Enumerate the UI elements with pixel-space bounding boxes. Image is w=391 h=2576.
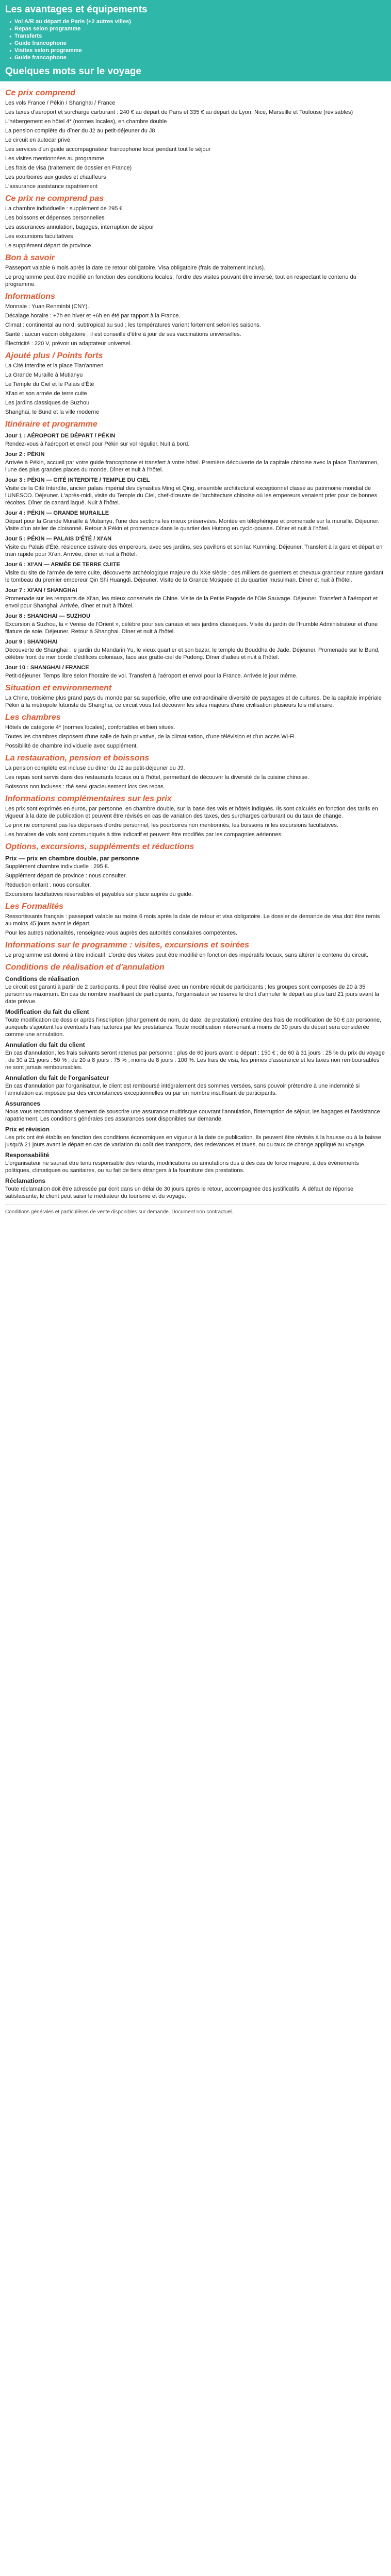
paragraph: La pension complète est incluse du dîner du J2 au petit-déjeuner du J9.	[5, 765, 185, 771]
hero-banner	[0, 0, 391, 81]
itinerary-day-label: Jour 8 : SHANGHAI — SUZHOU	[5, 613, 91, 619]
paragraph: Électricité : 220 V, prévoir un adaptateur universel.	[5, 341, 132, 347]
itinerary-day-text: Découverte de Shanghai : le jardin du Mandarin Yu, le vieux quartier et son bazar, le temple du Bouddha de Jade. Déjeuner. Promenade sur le Bund, célèbre front de mer bordé d'édifices coloniaux, face aux gratte-ciel de Pudong. Dîner d'adieu et nuit à l'hôtel.	[5, 647, 380, 660]
section-heading: Les chambres	[5, 713, 61, 722]
paragraph: Le prix ne comprend pas les dépenses d'ordre personnel, les pourboires non mentionnés, les boissons ni les excursions facultatives.	[5, 822, 338, 828]
paragraph: Les jardins classiques de Suzhou	[5, 400, 90, 406]
paragraph: Le supplément départ de province	[5, 243, 91, 249]
paragraph: Xi'an et son armée de terre cuite	[5, 391, 87, 397]
section-heading: Ce prix ne comprend pas	[5, 194, 104, 203]
itinerary-day-text: Visite du site de l'armée de terre cuite, découverte archéologique majeure du XXe siècle : des milliers de guerriers et chevaux grandeur nature gardant le tombeau du premier empereur Qin Shi Huangdi. Déjeuner. Visite de la Grande Mosquée et du quartier musulman. Dîner et nuit à l'hôtel.	[5, 570, 384, 583]
paragraph: Décalage horaire : +7h en hiver et +6h en été par rapport à la France.	[5, 313, 181, 319]
paragraph: La pension complète du dîner du J2 au petit-déjeuner du J8	[5, 128, 155, 134]
paragraph: Santé : aucun vaccin obligatoire ; il est conseillé d'être à jour de ses vaccinations universelles.	[5, 331, 241, 337]
footer-note: Conditions générales et particulières de vente disponibles sur demande. Document non contractuel.	[5, 1209, 233, 1215]
paragraph: L'hébergement en hôtel 4* (normes locales), en chambre double	[5, 118, 167, 125]
section-heading: Ajouté plus / Points forts	[5, 351, 103, 360]
paragraph: Le Temple du Ciel et le Palais d'Été	[5, 381, 94, 387]
section-heading: Informations	[5, 292, 55, 301]
paragraph: Les assurances annulation, bagages, interruption de séjour	[5, 224, 154, 230]
itinerary-day-label: Jour 2 : PÉKIN	[5, 451, 45, 457]
section-heading: Ce prix comprend	[5, 89, 76, 97]
itinerary-day-label: Jour 9 : SHANGHAI	[5, 639, 58, 645]
conditions-heading: Annulation du fait de l'organisateur	[5, 1074, 109, 1081]
itinerary-day-label: Jour 5 : PÉKIN — PALAIS D'ÉTÉ / XI'AN	[5, 536, 112, 542]
conditions-heading: Prix et révision	[5, 1126, 50, 1133]
conditions-text: En cas d'annulation par l'organisateur, le client est remboursé intégralement des sommes versées, sans pouvoir prétendre à une indemnité si l'annulation est imposée par des circonstances exceptionnelles ou par un nombre insuffisant de participants.	[5, 1083, 360, 1096]
itinerary-day-text: Rendez-vous à l'aéroport et envol pour Pékin sur vol régulier. Nuit à bord.	[5, 441, 190, 447]
paragraph: Les frais de visa (traitement de dossier en France)	[5, 165, 132, 171]
itinerary-day-text: Visite de la Cité Interdite, ancien palais impérial des dynasties Ming et Qing, ensemble architectural exceptionnel classé au patrimoine mondial de l'UNESCO. Déjeuner. L'après-midi, visite du Temple du Ciel, chef-d'œuvre de l'architecture chinoise où les empereurs venaient prier pour de bonnes récoltes. Dîner de canard laqué. Nuit à l'hôtel.	[5, 485, 378, 506]
paragraph: Ressortissants français : passeport valable au moins 6 mois après la date de retour et visa obligatoire. Le dossier de demande de visa doit être remis au moins 45 jours avant le départ.	[5, 913, 380, 927]
section-heading: Bon à savoir	[5, 253, 55, 262]
divider	[5, 1204, 386, 1205]
paragraph: Passeport valable 6 mois après la date de retour obligatoire. Visa obligatoire (frais de traitement inclus).	[5, 265, 266, 271]
itinerary-day-label: Jour 4 : PÉKIN — GRANDE MURAILLE	[5, 510, 109, 516]
advantage-item: ● Guide francophone	[9, 55, 386, 61]
conditions-text: En cas d'annulation, les frais suivants seront retenus par personne : plus de 60 jours avant le départ : 150 € ; de 60 à 31 jours : 25 % du prix du voyage ; de 30 à 21 jours : 50 % ; de 20 à 8 jours : 75 % ; moins de 8 jours : 100 %. Les frais de visa, les primes d'assurance et les taxes non remboursables ne sont jamais remboursables.	[5, 1050, 385, 1071]
paragraph: Shanghai, le Bund et la ville moderne	[5, 409, 100, 415]
paragraph: Possibilité de chambre individuelle avec supplément.	[5, 743, 138, 749]
conditions-text: Le circuit est garanti à partir de 2 participants. Il peut être réalisé avec un nombre réduit de participants ; les groupes sont composés de 20 à 35 personnes maximum. En cas de nombre insuffisant de participants, l'organisateur se réserve le droit d'annuler le départ au plus tard 21 jours avant la date prévue.	[5, 984, 379, 1005]
paragraph: Les taxes d'aéroport et surcharge carburant : 240 € au départ de Paris et 335 € au départ de Lyon, Nice, Marseille et Toulouse (révisables)	[5, 109, 353, 115]
paragraph: Le programme peut être modifié en fonction des conditions locales, l'ordre des visites pouvant être inversé, tout en respectant le contenu du programme.	[5, 274, 356, 287]
paragraph: Les vols France / Pékin / Shanghai / France	[5, 100, 116, 106]
paragraph: Boissons non incluses : thé servi gracieusement lors des repas.	[5, 784, 165, 790]
advantage-item: ● Transferts	[9, 33, 386, 39]
conditions-text: L'organisateur ne saurait être tenu responsable des retards, modifications ou annulations dus à des cas de force majeure, à des événements politiques, climatiques ou sanitaires, ou au fait de tiers étrangers à la fourniture des prestations.	[5, 1160, 359, 1174]
paragraph: Les boissons et dépenses personnelles	[5, 215, 105, 221]
paragraph: La Cité Interdite et la place Tian'anmen	[5, 363, 104, 369]
itinerary-day-label: Jour 10 : SHANGHAI / FRANCE	[5, 665, 89, 671]
itinerary-day-text: Excursion à Suzhou, la « Venise de l'Orient », célèbre pour ses canaux et ses jardins classiques. Visite du jardin de l'Humble Administrateur et d'une filature de soie. Déjeuner. Retour à Shanghai. Dîner et nuit à l'hôtel.	[5, 621, 378, 635]
paragraph: Réduction enfant : nous consulter.	[5, 882, 91, 888]
section-heading: Informations sur le programme : visites, excursions et soirées	[5, 941, 250, 950]
section-title: Quelques mots sur le voyage	[5, 66, 141, 77]
itinerary-day-label: Jour 7 : XI'AN / SHANGHAI	[5, 587, 77, 594]
paragraph: Monnaie : Yuan Renminbi (CNY).	[5, 303, 89, 310]
paragraph: Le programme est donné à titre indicatif. L'ordre des visites peut être modifié en fonction des impératifs locaux, sans altérer le contenu du circuit.	[5, 952, 369, 958]
advantage-item: ● Vol A/R au départ de Paris (+2 autres villes)	[9, 19, 386, 25]
paragraph: Toutes les chambres disposent d'une salle de bain privative, de la climatisation, d'une télévision et d'un accès Wi-Fi.	[5, 734, 296, 740]
advantage-item: ● Visites selon programme	[9, 47, 386, 54]
section-heading: Options, excursions, suppléments et réductions	[5, 842, 194, 851]
itinerary-day-text: Visite du Palais d'Été, résidence estivale des empereurs, avec ses jardins, ses pavillons et son lac Kunming. Déjeuner. Transfert à la gare et départ en train rapide pour Xi'an. Arrivée, dîner et nuit à l'hôtel.	[5, 544, 383, 557]
conditions-text: Toute modification de dossier après l'inscription (changement de nom, de date, de prestation) entraîne des frais de modification de 50 € par personne, auxquels s'ajoutent les éventuels frais facturés par les prestataires. Toute modification intervenant à moins de 30 jours du départ sera considérée comme une annulation.	[5, 1017, 382, 1038]
page-title: Les avantages et équipements	[5, 4, 148, 15]
section-heading: Informations complémentaires sur les prix	[5, 794, 172, 803]
conditions-heading: Modification du fait du client	[5, 1008, 89, 1015]
itinerary-day-text: Petit-déjeuner. Temps libre selon l'horaire de vol. Transfert à l'aéroport et envol pour la France. Arrivée le jour même.	[5, 673, 298, 679]
conditions-heading: Responsabilité	[5, 1151, 50, 1159]
paragraph: La Grande Muraille à Mutianyu	[5, 372, 83, 378]
conditions-heading: Réclamations	[5, 1177, 46, 1184]
itinerary-day-text: Arrivée à Pékin, accueil par votre guide francophone et transfert à votre hôtel. Première découverte de la capitale chinoise avec la place Tian'anmen, l'une des plus grandes places du monde. Dîner et nuit à l'hôtel.	[5, 460, 379, 473]
section-heading: La restauration, pension et boissons	[5, 754, 150, 762]
paragraph: La chambre individuelle : supplément de 295 €	[5, 206, 123, 212]
paragraph: Les prix sont exprimés en euros, par personne, en chambre double, sur la base des vols et hôtels indiqués. Ils sont calculés en fonction des tarifs en vigueur à la date de publication et peuvent être révisés en cas de variation des taxes, des surcharges carburant ou du taux de change.	[5, 806, 378, 819]
paragraph: La Chine, troisième plus grand pays du monde par sa superficie, offre une extraordinaire diversité de paysages et de cultures. De la capitale impériale Pékin à la métropole futuriste de Shanghai, ce circuit vous fait découvrir les sites majeurs d'une civilisation plusieurs fois millénaire.	[5, 695, 382, 708]
advantage-item: ● Guide francophone	[9, 40, 386, 46]
itinerary-day-text: Départ pour la Grande Muraille à Mutianyu, l'une des sections les mieux préservées. Montée en téléphérique et promenade sur la muraille. Déjeuner. Visite d'un atelier de cloisonné. Retour à Pékin et promenade dans le quartier des Hutong en cyclo-pousse. Dîner et nuit à l'hôtel.	[5, 518, 380, 532]
itinerary-day-label: Jour 3 : PÉKIN — CITÉ INTERDITE / TEMPLE DU CIEL	[5, 477, 150, 483]
advantage-item: ● Repas selon programme	[9, 26, 386, 32]
paragraph: Supplément départ de province : nous consulter.	[5, 873, 127, 879]
paragraph: Hôtels de catégorie 4* (normes locales), confortables et bien situés.	[5, 724, 175, 731]
paragraph: Les visites mentionnées au programme	[5, 156, 104, 162]
section-heading: Conditions de réalisation et d'annulation	[5, 963, 165, 972]
paragraph: Pour les autres nationalités, renseignez-vous auprès des autorités consulaires compétentes.	[5, 930, 238, 936]
paragraph: Les horaires de vols sont communiqués à titre indicatif et peuvent être modifiés par les compagnies aériennes.	[5, 832, 283, 838]
conditions-text: Toute réclamation doit être adressée par écrit dans un délai de 30 jours après le retour, accompagnée des justificatifs. À défaut de réponse satisfaisante, le client peut saisir le médiateur du tourisme et du voyage.	[5, 1186, 354, 1199]
section-subheading: Prix — prix en chambre double, par personne	[5, 855, 139, 862]
section-heading: Situation et environnement	[5, 684, 112, 692]
itinerary-day-text: Promenade sur les remparts de Xi'an, les mieux conservés de Chine. Visite de la Petite Pagode de l'Oie Sauvage. Déjeuner. Transfert à l'aéroport et envol pour Shanghai. Arrivée, dîner et nuit à l'hôtel.	[5, 596, 378, 609]
main-content	[0, 81, 391, 1223]
conditions-text: Les prix ont été établis en fonction des conditions économiques en vigueur à la date de publication. Ils peuvent être révisés à la hausse ou à la baisse jusqu'à 21 jours avant le départ en cas de variation du coût des transports, des redevances et taxes, ou du taux de change appliqué au voyage.	[5, 1134, 381, 1148]
paragraph: Les repas sont servis dans des restaurants locaux ou à l'hôtel, permettant de découvrir la diversité de la cuisine chinoise.	[5, 774, 309, 781]
section-heading: Itinéraire et programme	[5, 420, 97, 429]
conditions-heading: Assurances	[5, 1100, 41, 1107]
paragraph: Excursions facultatives réservables et payables sur place auprès du guide.	[5, 891, 193, 897]
paragraph: Le circuit en autocar privé	[5, 137, 70, 143]
paragraph: Les excursions facultatives	[5, 233, 73, 240]
page	[0, 0, 391, 1223]
advantages-list	[5, 19, 386, 61]
paragraph: L'assurance assistance rapatriement	[5, 183, 97, 190]
conditions-heading: Annulation du fait du client	[5, 1041, 85, 1048]
conditions-heading: Conditions de réalisation	[5, 975, 79, 982]
itinerary-day-label: Jour 6 : XI'AN — ARMÉE DE TERRE CUITE	[5, 562, 120, 568]
itinerary-day-label: Jour 1 : AÉROPORT DE DÉPART / PÉKIN	[5, 433, 116, 439]
conditions-text: Nous vous recommandons vivement de souscrire une assurance multirisque couvrant l'annulation, l'interruption de séjour, les bagages et l'assistance rapatriement. Les conditions générales des assurances sont disponibles sur demande.	[5, 1109, 380, 1122]
paragraph: Les pourboires aux guides et chauffeurs	[5, 174, 106, 180]
paragraph: Les services d'un guide accompagnateur francophone local pendant tout le séjour	[5, 146, 211, 152]
section-heading: Les Formalités	[5, 902, 63, 911]
paragraph: Climat : continental au nord, subtropical au sud ; les températures varient fortement selon les saisons.	[5, 322, 261, 328]
paragraph: Supplément chambre individuelle : 295 €.	[5, 863, 109, 870]
